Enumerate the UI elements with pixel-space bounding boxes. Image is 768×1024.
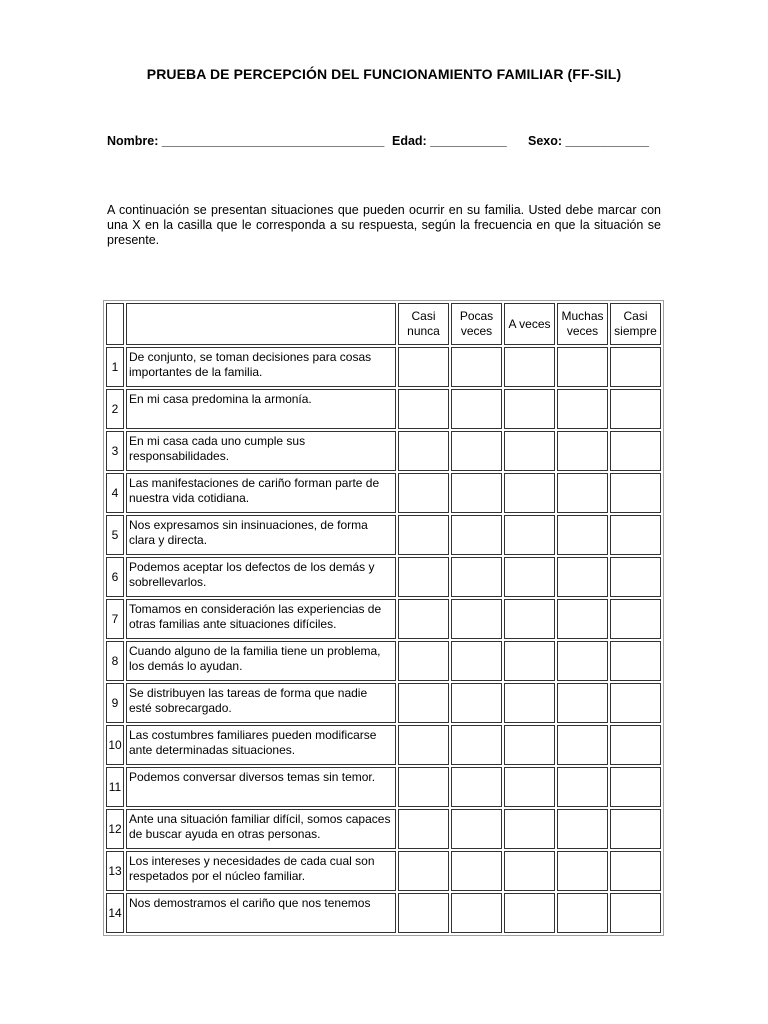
answer-checkbox-cell[interactable] [504, 557, 555, 597]
answer-checkbox-cell[interactable] [557, 893, 608, 933]
answer-checkbox-cell[interactable] [557, 557, 608, 597]
sexo-field[interactable]: Sexo: ____________ [528, 134, 649, 148]
table-row [106, 431, 661, 471]
answer-checkbox-cell[interactable] [398, 515, 449, 555]
item-statement: De conjunto, se toman decisiones para cosas importantes de la familia. [126, 347, 396, 387]
item-number: 14 [106, 893, 124, 933]
answer-checkbox-cell[interactable] [504, 389, 555, 429]
table-row [106, 557, 661, 597]
ffsil-questionnaire-table [103, 300, 664, 936]
table-row [106, 893, 661, 933]
instructions: A continuación se presentan situaciones que pueden ocurrir en su familia. Usted debe marcar con una X en la casilla que le corresponda a su respuesta, según la frecuencia en que la situación se presente. [107, 203, 661, 247]
item-number: 13 [106, 851, 124, 891]
answer-checkbox-cell[interactable] [398, 767, 449, 807]
answer-checkbox-cell[interactable] [557, 851, 608, 891]
answer-checkbox-cell[interactable] [610, 389, 661, 429]
answer-checkbox-cell[interactable] [557, 389, 608, 429]
answer-checkbox-cell[interactable] [557, 641, 608, 681]
answer-checkbox-cell[interactable] [504, 515, 555, 555]
answer-checkbox-cell[interactable] [398, 431, 449, 471]
answer-checkbox-cell[interactable] [557, 347, 608, 387]
answer-checkbox-cell[interactable] [398, 389, 449, 429]
table-row [106, 515, 661, 555]
item-statement: Cuando alguno de la familia tiene un problema, los demás lo ayudan. [126, 641, 396, 681]
answer-checkbox-cell[interactable] [504, 893, 555, 933]
item-number: 5 [106, 515, 124, 555]
answer-checkbox-cell[interactable] [504, 683, 555, 723]
item-number: 6 [106, 557, 124, 597]
item-statement: Podemos aceptar los defectos de los demás y sobrellevarlos. [126, 557, 396, 597]
answer-checkbox-cell[interactable] [451, 347, 502, 387]
answer-checkbox-cell[interactable] [398, 347, 449, 387]
item-statement: Los intereses y necesidades de cada cual son respetados por el núcleo familiar. [126, 851, 396, 891]
header-num-cell [106, 303, 124, 345]
header-item-cell [126, 303, 396, 345]
answer-checkbox-cell[interactable] [451, 389, 502, 429]
item-statement: Podemos conversar diversos temas sin temor. [126, 767, 396, 807]
answer-checkbox-cell[interactable] [504, 599, 555, 639]
item-number: 9 [106, 683, 124, 723]
item-number: 3 [106, 431, 124, 471]
item-statement: Ante una situación familiar difícil, somos capaces de buscar ayuda en otras personas. [126, 809, 396, 849]
answer-checkbox-cell[interactable] [451, 683, 502, 723]
answer-checkbox-cell[interactable] [451, 641, 502, 681]
answer-checkbox-cell[interactable] [557, 809, 608, 849]
answer-checkbox-cell[interactable] [610, 599, 661, 639]
item-statement: En mi casa predomina la armonía. [126, 389, 396, 429]
table-header-row [106, 303, 661, 345]
answer-checkbox-cell[interactable] [610, 347, 661, 387]
item-number: 10 [106, 725, 124, 765]
item-statement: Las manifestaciones de cariño forman parte de nuestra vida cotidiana. [126, 473, 396, 513]
answer-checkbox-cell[interactable] [557, 431, 608, 471]
answer-checkbox-cell[interactable] [557, 473, 608, 513]
answer-checkbox-cell[interactable] [398, 683, 449, 723]
answer-checkbox-cell[interactable] [504, 851, 555, 891]
answer-checkbox-cell[interactable] [557, 683, 608, 723]
answer-checkbox-cell[interactable] [557, 599, 608, 639]
item-statement: En mi casa cada uno cumple sus responsabilidades. [126, 431, 396, 471]
answer-checkbox-cell[interactable] [610, 515, 661, 555]
answer-checkbox-cell[interactable] [557, 725, 608, 765]
answer-checkbox-cell[interactable] [610, 683, 661, 723]
answer-checkbox-cell[interactable] [610, 851, 661, 891]
answer-checkbox-cell[interactable] [451, 515, 502, 555]
option-header: Muchas veces [557, 303, 608, 345]
item-statement: Las costumbres familiares pueden modificarse ante determinadas situaciones. [126, 725, 396, 765]
item-number: 2 [106, 389, 124, 429]
answer-checkbox-cell[interactable] [398, 893, 449, 933]
answer-checkbox-cell[interactable] [504, 767, 555, 807]
item-number: 1 [106, 347, 124, 387]
answer-checkbox-cell[interactable] [610, 893, 661, 933]
option-header: Casi nunca [398, 303, 449, 345]
answer-checkbox-cell[interactable] [398, 725, 449, 765]
answer-checkbox-cell[interactable] [504, 347, 555, 387]
answer-checkbox-cell[interactable] [398, 557, 449, 597]
answer-checkbox-cell[interactable] [398, 599, 449, 639]
answer-checkbox-cell[interactable] [451, 851, 502, 891]
option-header: Pocas veces [451, 303, 502, 345]
answer-checkbox-cell[interactable] [451, 473, 502, 513]
answer-checkbox-cell[interactable] [451, 599, 502, 639]
answer-checkbox-cell[interactable] [610, 725, 661, 765]
answer-checkbox-cell[interactable] [610, 641, 661, 681]
table-row [106, 683, 661, 723]
item-number: 4 [106, 473, 124, 513]
answer-checkbox-cell[interactable] [610, 431, 661, 471]
answer-checkbox-cell[interactable] [398, 809, 449, 849]
option-header: Casi siempre [610, 303, 661, 345]
answer-checkbox-cell[interactable] [557, 767, 608, 807]
answer-checkbox-cell[interactable] [451, 767, 502, 807]
answer-checkbox-cell[interactable] [398, 473, 449, 513]
answer-checkbox-cell[interactable] [398, 851, 449, 891]
item-number: 8 [106, 641, 124, 681]
table-row [106, 851, 661, 891]
answer-checkbox-cell[interactable] [504, 641, 555, 681]
answer-checkbox-cell[interactable] [451, 725, 502, 765]
table-row [106, 767, 661, 807]
item-number: 11 [106, 767, 124, 807]
table-row [106, 809, 661, 849]
answer-checkbox-cell[interactable] [451, 893, 502, 933]
table-row [106, 473, 661, 513]
edad-field[interactable]: Edad: ___________ [392, 134, 507, 148]
table-row [106, 389, 661, 429]
answer-checkbox-cell[interactable] [504, 809, 555, 849]
answer-checkbox-cell[interactable] [451, 431, 502, 471]
table-row [106, 599, 661, 639]
answer-checkbox-cell[interactable] [451, 557, 502, 597]
item-statement: Tomamos en consideración las experiencias de otras familias ante situaciones difíciles. [126, 599, 396, 639]
item-number: 7 [106, 599, 124, 639]
answer-checkbox-cell[interactable] [610, 557, 661, 597]
option-header: A veces [504, 303, 555, 345]
answer-checkbox-cell[interactable] [504, 431, 555, 471]
nombre-field[interactable]: Nombre: ________________________________ [107, 134, 385, 148]
item-statement: Se distribuyen las tareas de forma que nadie esté sobrecargado. [126, 683, 396, 723]
table-row [106, 641, 661, 681]
answer-checkbox-cell[interactable] [398, 641, 449, 681]
answer-checkbox-cell[interactable] [451, 809, 502, 849]
item-statement: Nos demostramos el cariño que nos tenemos [126, 893, 396, 933]
table-row [106, 347, 661, 387]
answer-checkbox-cell[interactable] [610, 809, 661, 849]
answer-checkbox-cell[interactable] [504, 473, 555, 513]
table-row [106, 725, 661, 765]
item-number: 12 [106, 809, 124, 849]
document-title: PRUEBA DE PERCEPCIÓN DEL FUNCIONAMIENTO FAMILIAR (FF-SIL) [146, 66, 622, 82]
answer-checkbox-cell[interactable] [610, 473, 661, 513]
answer-checkbox-cell[interactable] [610, 767, 661, 807]
answer-checkbox-cell[interactable] [504, 725, 555, 765]
answer-checkbox-cell[interactable] [557, 515, 608, 555]
item-statement: Nos expresamos sin insinuaciones, de forma clara y directa. [126, 515, 396, 555]
